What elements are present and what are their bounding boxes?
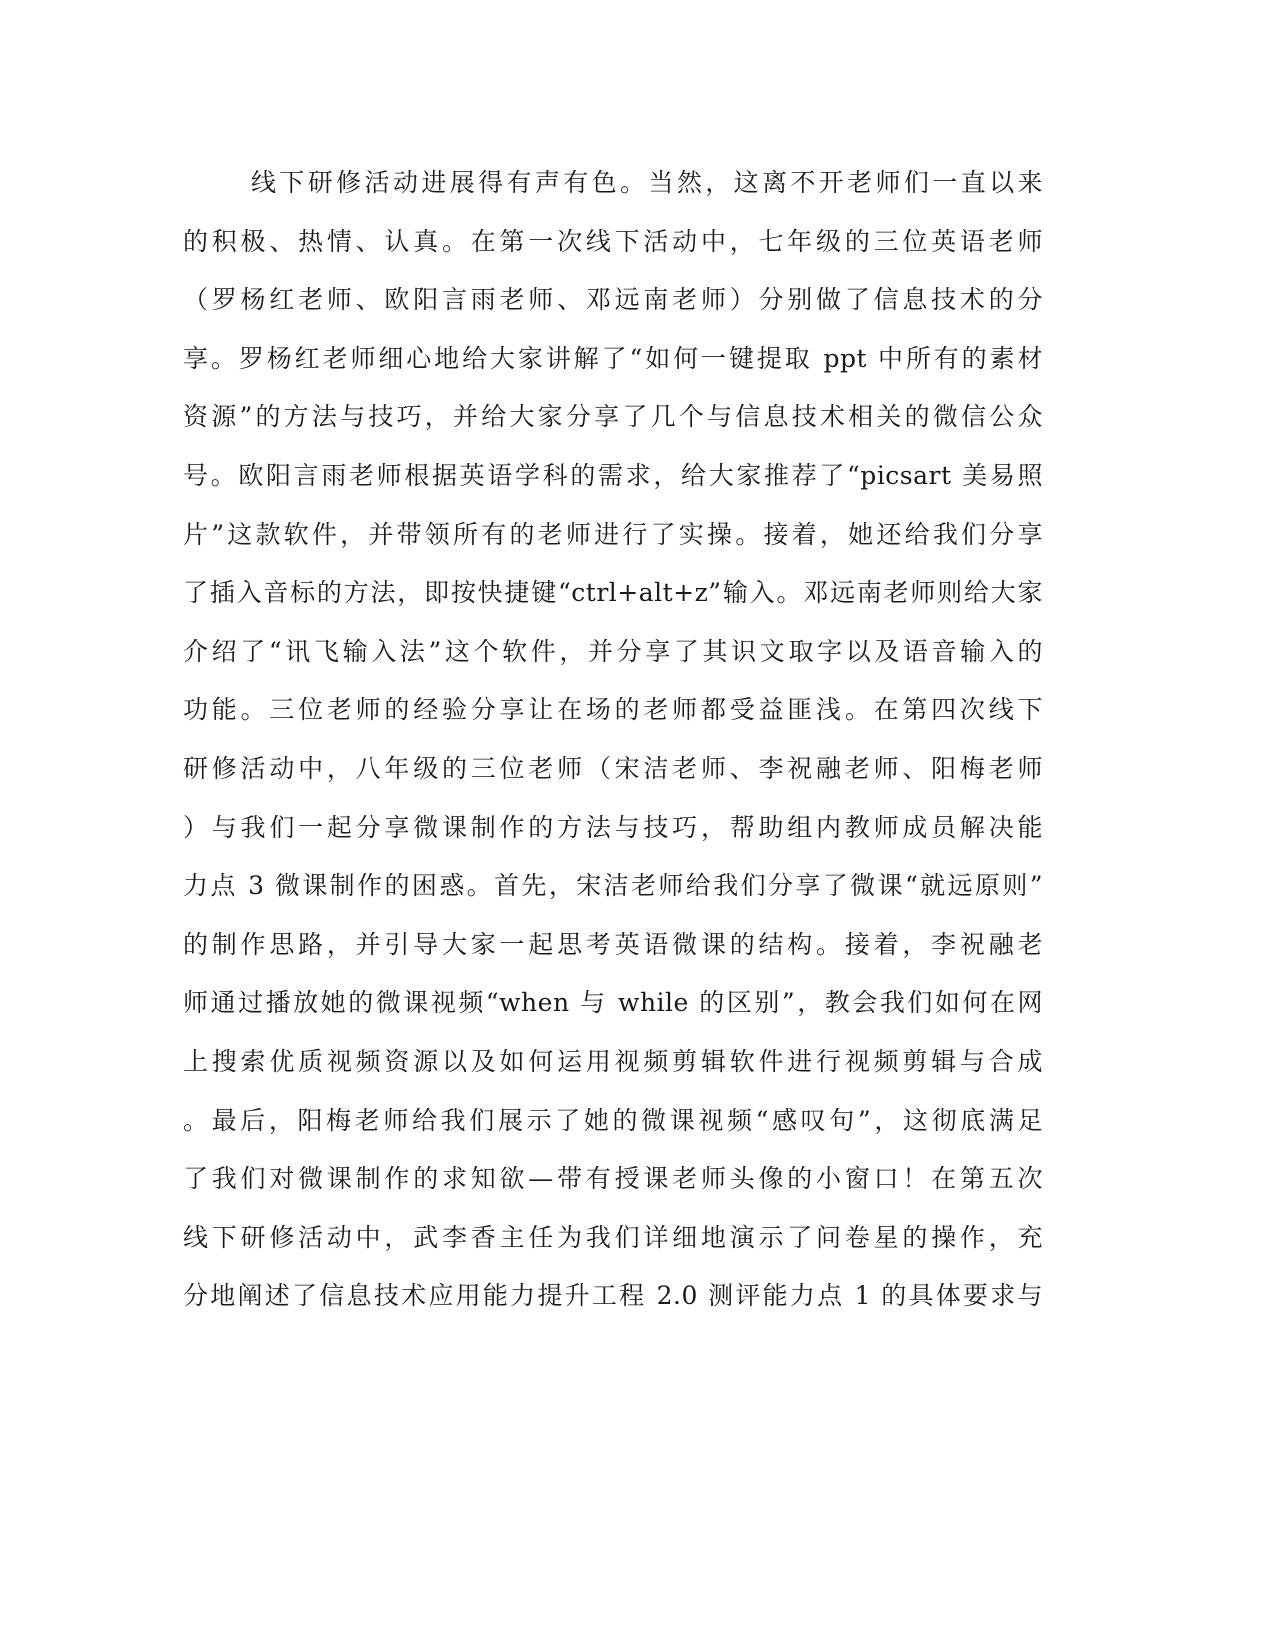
paragraph-line: 。最后，阳梅老师给我们展示了她的微课视频“感叹句”，这彻底满足: [183, 1105, 1043, 1135]
paragraph-line: 线下研修活动中，武李香主任为我们详细地演示了问卷星的操作，充: [183, 1222, 1043, 1252]
paragraph-line: （罗杨红老师、欧阳言雨老师、邓远南老师）分别做了信息技术的分: [183, 285, 1043, 315]
paragraph-line: 研修活动中，八年级的三位老师（宋洁老师、李祝融老师、阳梅老师: [183, 753, 1043, 783]
paragraph-line: 的制作思路，并引导大家一起思考英语微课的结构。接着，李祝融老: [183, 929, 1043, 959]
paragraph-line: 了我们对微课制作的求知欲—带有授课老师头像的小窗口！在第五次: [183, 1164, 1043, 1194]
paragraph-line: 分地阐述了信息技术应用能力提升工程 2.0 测评能力点 1 的具体要求与: [183, 1281, 1043, 1311]
paragraph-line: 师通过播放她的微课视频“when 与 while 的区别”，教会我们如何在网: [183, 988, 1043, 1018]
paragraph-line: 功能。三位老师的经验分享让在场的老师都受益匪浅。在第四次线下: [183, 695, 1043, 725]
paragraph-line: 资源”的方法与技巧，并给大家分享了几个与信息技术相关的微信公众: [183, 402, 1043, 432]
paragraph-line: 享。罗杨红老师细心地给大家讲解了“如何一键提取 ppt 中所有的素材: [183, 343, 1043, 373]
body-paragraph: [183, 160, 1043, 1332]
paragraph-line: 力点 3 微课制作的困惑。首先，宋洁老师给我们分享了微课“就远原则”: [183, 871, 1043, 901]
paragraph-line: 号。欧阳言雨老师根据英语学科的需求，给大家推荐了“picsart 美易照: [183, 460, 1043, 490]
paragraph-line: ）与我们一起分享微课制作的方法与技巧，帮助组内教师成员解决能: [183, 812, 1043, 842]
paragraph-line: 片”这款软件，并带领所有的老师进行了实操。接着，她还给我们分享: [183, 519, 1043, 549]
paragraph-line: 了插入音标的方法，即按快捷键“ctrl+alt+z”输入。邓远南老师则给大家: [183, 578, 1043, 608]
paragraph-line: 上搜索优质视频资源以及如何运用视频剪辑软件进行视频剪辑与合成: [183, 1046, 1043, 1076]
paragraph-line: 介绍了“讯飞输入法”这个软件，并分享了其识文取字以及语音输入的: [183, 636, 1043, 666]
paragraph-line: 的积极、热情、认真。在第一次线下活动中，七年级的三位英语老师: [183, 226, 1043, 256]
paragraph-line: 线下研修活动进展得有声有色。当然，这离不开老师们一直以来: [251, 168, 1043, 197]
